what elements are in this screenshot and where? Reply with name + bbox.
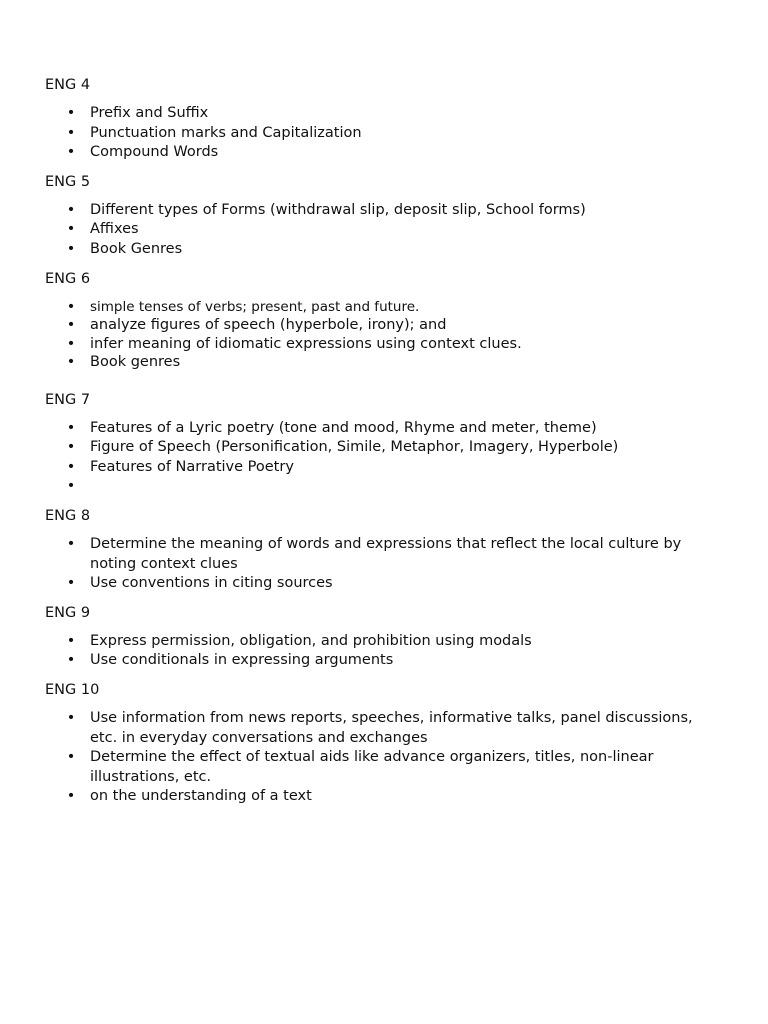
section-heading: ENG 10 bbox=[45, 681, 100, 698]
list-item: • Figure of Speech (Personification, Simile, Metaphor, Imagery, Hyperbole) bbox=[45, 438, 715, 458]
list-item bbox=[45, 477, 715, 497]
bullet-icon: • bbox=[66, 535, 76, 552]
list-item: • Determine the effect of textual aids like advance organizers, titles, non-linear illustrations, etc. bbox=[66, 749, 654, 785]
list-item: • Prefix and Suffix bbox=[45, 104, 715, 124]
bullet-list bbox=[45, 419, 723, 497]
bullet-icon: • bbox=[66, 317, 76, 334]
bullet-icon: • bbox=[66, 478, 76, 495]
list-item: • Use conventions in citing sources bbox=[45, 574, 715, 594]
list-item: • Express permission, obligation, and prohibition using modals bbox=[45, 632, 715, 652]
bullet-icon: • bbox=[66, 632, 76, 649]
bullet-icon: • bbox=[66, 124, 76, 141]
bullet-icon: • bbox=[66, 240, 76, 257]
section-heading: ENG 7 bbox=[45, 391, 91, 408]
list-item: • Use information from news reports, speeches, informative talks, panel discussions, etc. in everyday conversations and exchanges bbox=[66, 709, 693, 746]
list-item: • Features of Narrative Poetry bbox=[45, 458, 715, 478]
list-item: • Affixes bbox=[45, 220, 715, 240]
list-item: • Use conditionals in expressing arguments bbox=[45, 651, 715, 671]
list-item: • Determine the meaning of words and expressions that reflect the local culture by noting context clues bbox=[66, 535, 682, 572]
bullet-icon: • bbox=[66, 298, 76, 315]
list-item: • simple tenses of verbs; present, past and future. bbox=[66, 298, 420, 315]
bullet-list bbox=[45, 535, 723, 594]
bullet-icon: • bbox=[66, 144, 76, 161]
section-eng-6 bbox=[45, 270, 723, 372]
section-eng-9 bbox=[45, 604, 723, 671]
bullet-icon: • bbox=[66, 419, 76, 436]
list-item: • on the understanding of a text bbox=[45, 787, 715, 807]
section-eng-5 bbox=[45, 173, 723, 260]
bullet-icon: • bbox=[66, 201, 76, 218]
list-item: • Book Genres bbox=[45, 240, 715, 260]
bullet-icon: • bbox=[66, 709, 76, 726]
bullet-list bbox=[45, 298, 723, 372]
section-heading: ENG 8 bbox=[45, 507, 91, 524]
section-eng-7 bbox=[45, 391, 723, 497]
bullet-icon: • bbox=[66, 335, 76, 352]
list-item: • infer meaning of idiomatic expressions using context clues. bbox=[66, 335, 522, 352]
list-item: • Book genres bbox=[66, 354, 181, 371]
bullet-icon: • bbox=[66, 575, 76, 592]
section-heading: ENG 6 bbox=[45, 270, 91, 287]
section-heading: ENG 4 bbox=[45, 77, 91, 93]
section-heading: ENG 9 bbox=[45, 604, 91, 621]
bullet-icon: • bbox=[66, 458, 76, 475]
list-item: • analyze figures of speech (hyperbole, irony); and bbox=[66, 317, 447, 334]
list-item: • Compound Words bbox=[45, 143, 715, 163]
list-item: • Different types of Forms (withdrawal slip, deposit slip, School forms) bbox=[45, 201, 715, 221]
section-heading: ENG 5 bbox=[45, 173, 91, 190]
bullet-icon: • bbox=[66, 788, 76, 805]
section-eng-10 bbox=[45, 681, 723, 807]
section-eng-4 bbox=[45, 76, 723, 163]
section-eng-8 bbox=[45, 507, 723, 594]
bullet-list bbox=[45, 632, 723, 671]
bullet-icon: • bbox=[66, 354, 76, 371]
list-item: • Punctuation marks and Capitalization bbox=[45, 124, 715, 144]
bullet-list bbox=[45, 104, 723, 163]
bullet-icon: • bbox=[66, 652, 76, 669]
bullet-list bbox=[45, 201, 723, 260]
bullet-icon: • bbox=[66, 749, 76, 766]
bullet-icon: • bbox=[66, 105, 76, 121]
list-item: • Features of a Lyric poetry (tone and mood, Rhyme and meter, theme) bbox=[45, 419, 715, 439]
bullet-icon: • bbox=[66, 439, 76, 456]
bullet-list bbox=[45, 709, 723, 807]
bullet-icon: • bbox=[66, 221, 76, 238]
